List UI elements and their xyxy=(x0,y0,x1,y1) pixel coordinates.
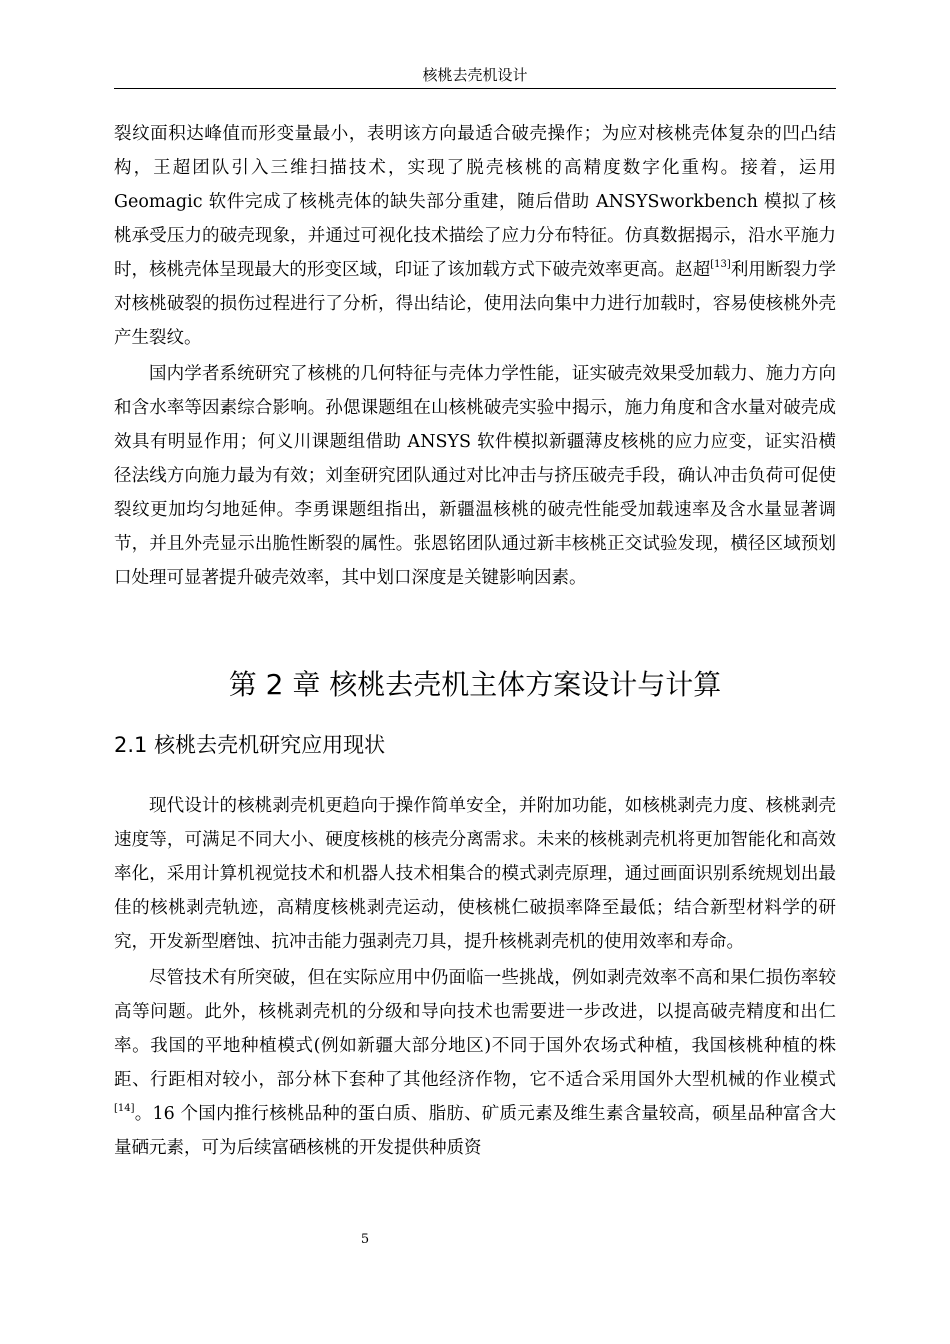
paragraph: 国内学者系统研究了核桃的几何特征与壳体力学性能，证实破壳效果受加载力、施力方向和含水率等因素综合影响。孙偲课题组在山核桃破壳实验中揭示，施力角度和含水量对破壳成效具有明显作用；何义川课题组借助 ANSYS 软件模拟新疆薄皮核桃的应力应变，证实沿横径法线方向施力最为有效；刘奎研究团队通过对比冲击与挤压破壳手段，确认冲击负荷可促使裂纹更加均匀地延伸。李勇课题组指出，新疆温核桃的破壳性能受加载速率及含水量显著调节，并且外壳显示出脆性断裂的属性。张恩铭团队通过新丰核桃正交试验发现，横径区域预划口处理可显著提升破壳效率，其中划口深度是关键影响因素。 xyxy=(114,364,836,588)
paragraph-text: 尽管技术有所突破，但在实际应用中仍面临一些挑战，例如剥壳效率不高和果仁损伤率较高等问题。此外，核桃剥壳机的分级和导向技术也需要进一步改进，以提高破壳精度和出仁率。我国的平地种植模式(例如新疆大部分地区)不同于国外农场式种植，我国核桃种植的株距、行距相对较小，部分林下套种了其他经济作物，它不适合采用国外大型机械的作业模式 xyxy=(114,968,836,1090)
section-body xyxy=(114,787,836,1165)
paragraph xyxy=(114,961,836,1165)
paragraph-text: 裂纹面积达峰值而形变量最小，表明该方向最适合破壳操作；为应对核桃壳体复杂的凹凸结构，王超团队引入三维扫描技术，实现了脱壳核桃的高精度数字化重构。接着，运用 Geomagic 软件完成了核桃壳体的缺失部分重建，随后借助 ANSYSworkbench 模拟了核桃承受压力的破壳现象，并通过可视化技术描绘了应力分布特征。仿真数据揭示，沿水平施力时，核桃壳体呈现最大的形变区域，印证了该加载方式下破壳效率更高。赵超 xyxy=(114,124,836,280)
paragraph: 现代设计的核桃剥壳机更趋向于操作简单安全，并附加功能，如核桃剥壳力度、核桃剥壳速度等，可满足不同大小、硬度核桃的核壳分离需求。未来的核桃剥壳机将更加智能化和高效率化，采用计算机视觉技术和机器人技术相集合的模式剥壳原理，通过画面识别系统规划出最佳的核桃剥壳轨迹，高精度核桃剥壳运动，使核桃仁破损率降至最低；结合新型材料学的研究，开发新型磨蚀、抗冲击能力强剥壳刀具，提升核桃剥壳机的使用效率和寿命。 xyxy=(114,796,836,952)
paragraph-continued xyxy=(114,117,836,355)
section-title: 2.1 核桃去壳机研究应用现状 xyxy=(114,733,386,757)
citation: [14] xyxy=(114,1103,135,1115)
paragraph-text: 。16 个国内推行核桃品种的蛋白质、脂肪、矿质元素及维生素含量较高，硕星品种富含大量硒元素，可为后续富硒核桃的开发提供种质资 xyxy=(114,1104,836,1158)
paragraph-text: 利用断裂力学对核桃破裂的损伤过程进行了分析，得出结论，使用法向集中力进行加载时，容易使核桃外壳产生裂纹。 xyxy=(114,260,837,348)
running-header: 核桃去壳机设计 xyxy=(422,66,528,84)
citation: [13] xyxy=(710,259,731,271)
page-number: 5 xyxy=(360,1232,370,1247)
header-rule xyxy=(114,88,836,89)
page-body xyxy=(114,117,837,1158)
chapter-title: 第 2 章 核桃去壳机主体方案设计与计算 xyxy=(228,668,722,701)
